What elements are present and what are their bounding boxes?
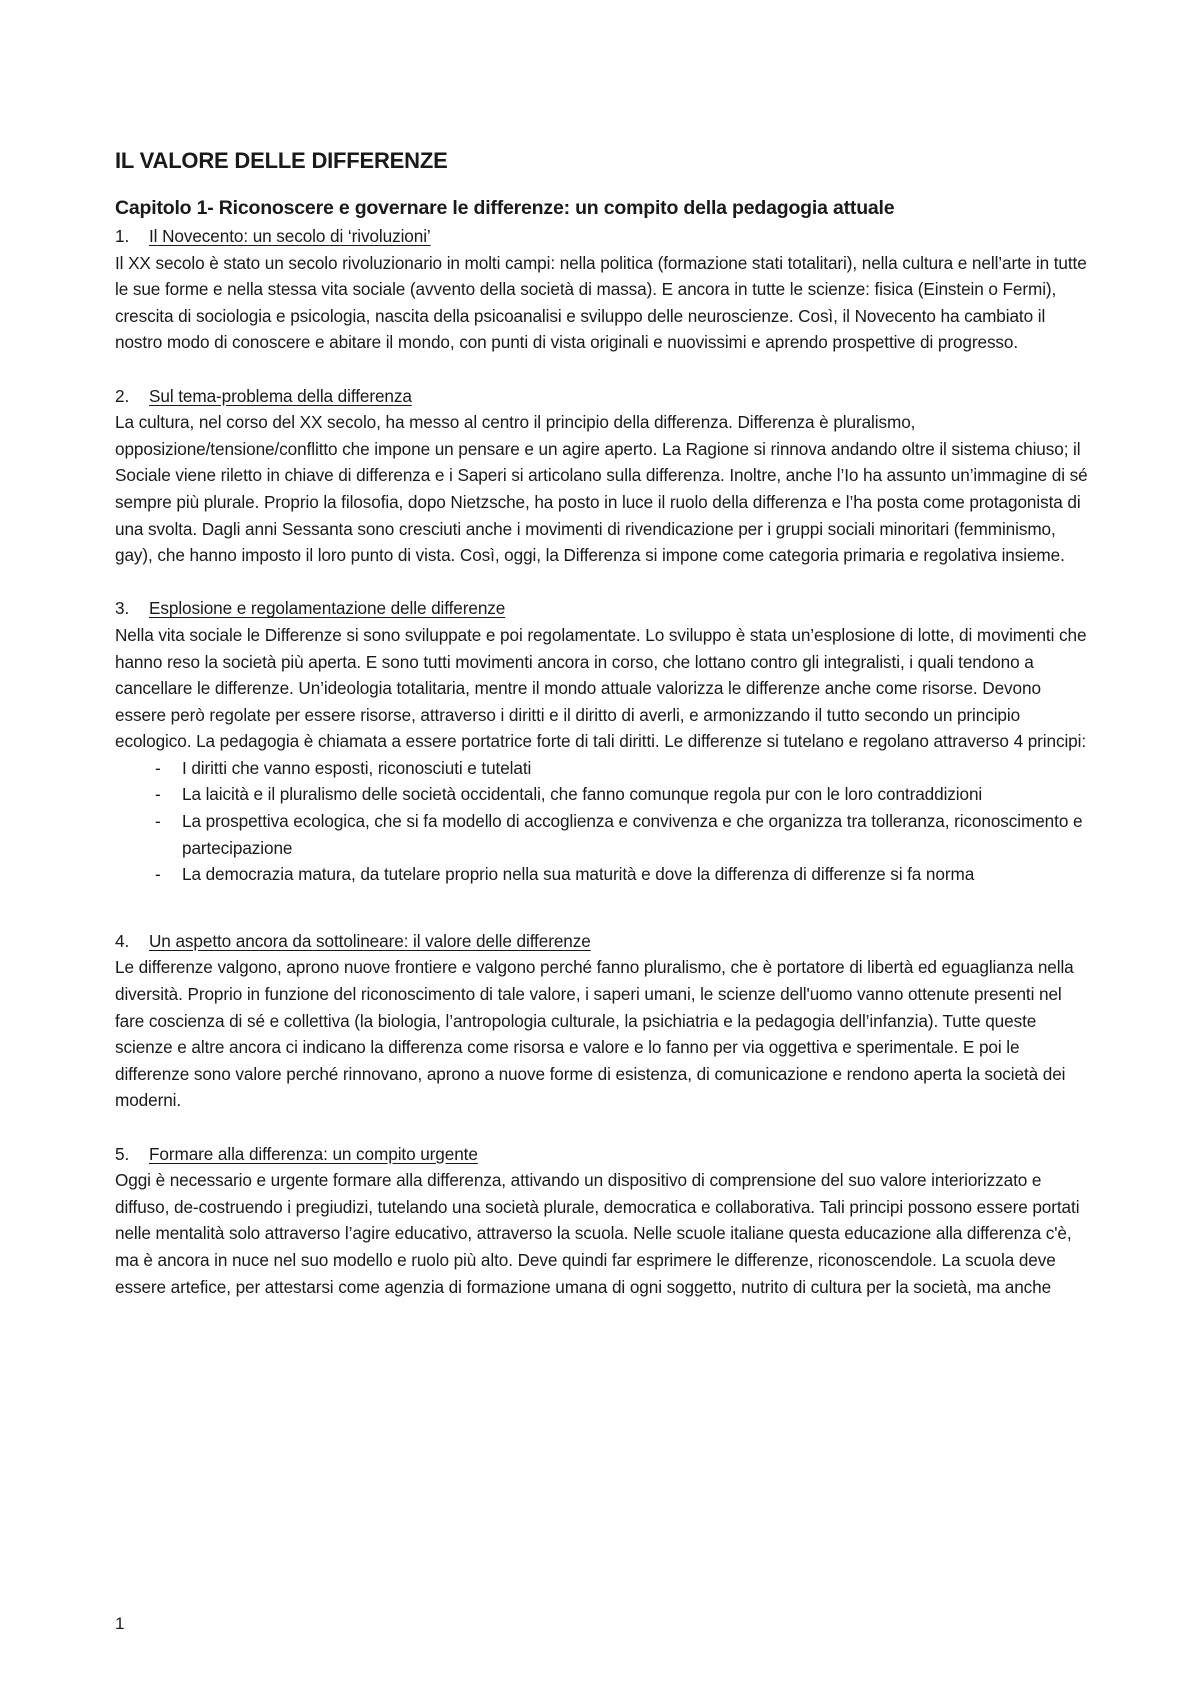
section-title: Formare alla differenza: un compito urgente <box>149 1143 478 1164</box>
list-marker: - <box>155 811 161 832</box>
section-title: Un aspetto ancora da sottolineare: il valore delle differenze <box>149 930 591 951</box>
section-number: 1. <box>115 226 130 246</box>
list-item-text: La prospettiva ecologica, che si fa modello di accoglienza e convivenza e che organizza tra tolleranza, riconoscimento e partecipazione <box>182 811 1083 858</box>
principles-list <box>115 755 1090 888</box>
spacer <box>115 888 1090 928</box>
list-item <box>115 861 1090 888</box>
page-content <box>115 147 1090 1300</box>
spacer <box>115 569 1090 596</box>
section-5-body: Oggi è necessario e urgente formare alla differenza, attivando un dispositivo di comprensione del suo valore interiorizzato e diffuso, de-costruendo i pregiudizi, tutelando una società plurale, democratica e collaborativa. Tali principi possono essere portati nelle mentalità solo attraverso l’agire educativo, attraverso la scuola. Nelle scuole italiane questa educazione alla differenza c'è, ma è ancora in nuce nel suo modello e ruolo più alto. Deve quindi far esprimere le differenze, riconoscendole. La scuola deve essere artefice, per attestarsi come agenzia di formazione umana di ogni soggetto, nutrito di cultura per la società, ma anche <box>115 1170 1080 1297</box>
section-2-heading <box>115 383 1090 410</box>
spacer <box>115 1114 1090 1141</box>
section-title: Esplosione e regolamentazione delle differenze <box>149 598 506 619</box>
section-3-body: Nella vita sociale le Differenze si sono sviluppate e poi regolamentate. Lo sviluppo è stata un’esplosione di lotte, di movimenti che hanno reso la società più aperta. E sono tutti movimenti ancora in corso, che lottano contro gli integralisti, i quali tendono a cancellare le differenze. Un’ideologia totalitaria, mentre il mondo attuale valorizza le differenze anche come risorse. Devono essere però regolate per essere risorse, attraverso i diritti e il diritto di averli, e armonizzando il tutto secondo un principio ecologico. La pedagogia è chiamata a essere portatrice forte di tali diritti. Le differenze si tutelano e regolano attraverso 4 principi: <box>115 624 1087 752</box>
section-1-body: Il XX secolo è stato un secolo rivoluzionario in molti campi: nella politica (formazione stati totalitari), nella cultura e nell’arte in tutte le sue forme e nella stessa vita sociale (avvento della società di massa). E ancora in tutte le scienze: fisica (Einstein o Fermi), crescita di sociologia e psicologia, nascita della psicoanalisi e sviluppo delle neuroscienze. Così, il Novecento ha cambiato il nostro modo di conoscere e abitare il mondo, con punti di vista originali e nuovissimi e aprendo prospettive di progresso. <box>115 252 1087 353</box>
section-number: 3. <box>115 598 130 619</box>
list-item-text: La democrazia matura, da tutelare proprio nella sua maturità e dove la differenza di differenze si fa norma <box>182 864 975 885</box>
chapter-heading: Capitolo 1- Riconoscere e governare le differenze: un compito della pedagogia attuale <box>115 197 895 219</box>
section-number: 2. <box>115 385 130 406</box>
section-number: 5. <box>115 1143 130 1164</box>
page-number: 1 <box>115 1614 125 1633</box>
list-marker: - <box>155 864 161 885</box>
list-marker: - <box>155 757 161 778</box>
list-item <box>115 755 1090 782</box>
section-1-heading <box>115 223 1090 250</box>
list-item-text: I diritti che vanno esposti, riconosciuti e tutelati <box>182 757 532 778</box>
list-item-text: La laicità e il pluralismo delle società occidentali, che fanno comunque regola pur con le loro contraddizioni <box>182 784 983 805</box>
section-title: Sul tema-problema della differenza <box>149 385 412 406</box>
list-item <box>115 808 1090 861</box>
document-title: IL VALORE DELLE DIFFERENZE <box>115 148 448 173</box>
section-5-heading <box>115 1141 1090 1168</box>
section-4-heading <box>115 928 1090 955</box>
list-item <box>115 781 1090 808</box>
spacer <box>115 356 1090 383</box>
section-4-body: Le differenze valgono, aprono nuove frontiere e valgono perché fanno pluralismo, che è portatore di libertà ed eguaglianza nella diversità. Proprio in funzione del riconoscimento di tale valore, i saperi umani, le scienze dell'uomo vanno ottenute presenti nel fare coscienza di sé e collettiva (la biologia, l’antropologia culturale, la psichiatria e la pedagogia dell’infanzia). Tutte queste scienze e altre ancora ci indicano la differenza come risorsa e valore e lo fanno per via oggettiva e sperimentale. E poi le differenze sono valore perché rinnovano, aprono a nuove forme di esistenza, di comunicazione e rendono aperta la società dei moderni. <box>115 957 1074 1111</box>
list-marker: - <box>155 784 161 805</box>
section-title: Il Novecento: un secolo di ‘rivoluzioni’ <box>149 226 431 246</box>
section-number: 4. <box>115 930 130 951</box>
section-3-heading <box>115 595 1090 622</box>
section-2-body: La cultura, nel corso del XX secolo, ha messo al centro il principio della differenza. Differenza è pluralismo, opposizione/tensione/conflitto che impone un pensare e un agire aperto. La Ragione si rinnova andando oltre il sistema chiuso; il Sociale viene riletto in chiave di differenza e i Saperi si articolano sulla differenza. Inoltre, anche l’Io ha assunto un’immagine di sé sempre più plurale. Proprio la filosofia, dopo Nietzsche, ha posto in luce il ruolo della differenza e l’ha posta come protagonista di una svolta. Dagli anni Sessanta sono cresciuti anche i movimenti di rivendicazione per i gruppi sociali minoritari (femminismo, gay), che hanno imposto il loro punto di vista. Così, oggi, la Differenza si impone come categoria primaria e regolativa insieme. <box>115 412 1088 566</box>
